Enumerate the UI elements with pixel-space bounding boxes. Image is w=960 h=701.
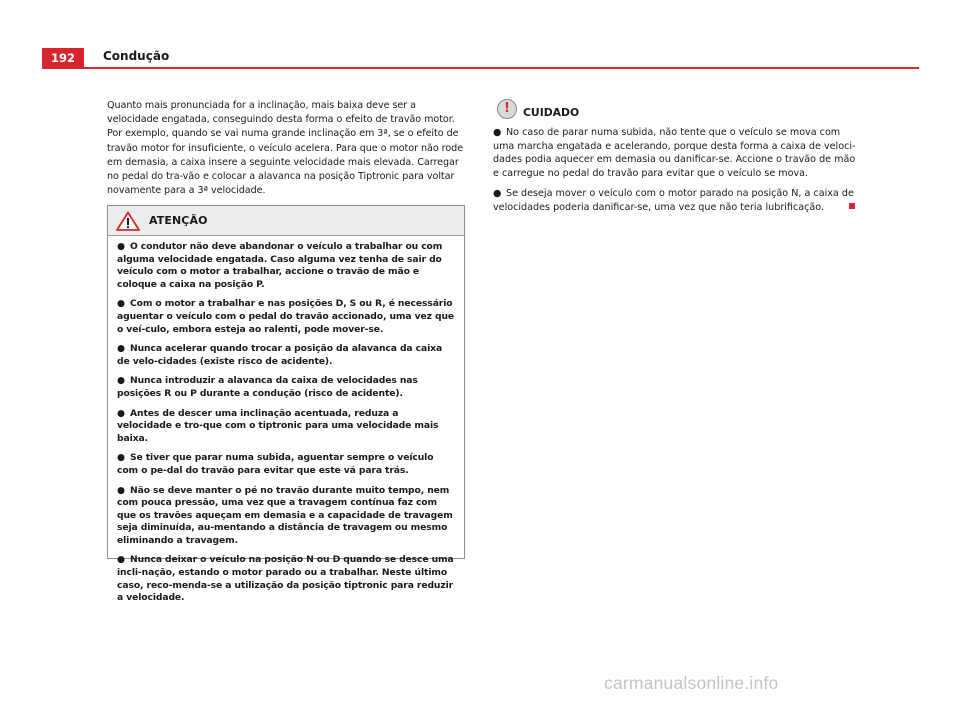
caution-exclamation-icon: ! — [497, 99, 517, 119]
warning-item — [117, 298, 456, 336]
watermark: carmanualsonline.info — [604, 673, 779, 693]
bullet: ● — [117, 241, 125, 252]
caution-item-text: No caso de parar numa subida, não tente que o veículo se mova com uma marcha engatada e acelerando, porque desta forma a caixa de veloci-dades podia aquecer em demasia ou danificar-se. Accione o travão de mão e carregue no pedal do travão para evitar que o veículo se mova. — [493, 127, 856, 179]
warning-item — [117, 241, 456, 291]
caution-item — [493, 126, 857, 180]
warning-item — [117, 554, 456, 604]
bullet: ● — [117, 375, 125, 387]
bullet: ● — [117, 407, 125, 419]
warning-title: ATENÇÃO — [149, 214, 208, 227]
warning-item-text: Não se deve manter o pé no travão durante muito tempo, nem com pouca pressão, uma vez que a travagem contínua faz com que os travões aqueçam em demasia e a capacidade de travagem seja diminuída, au-mentando a distância de travagem ou mesmo eliminando a travagem. — [117, 484, 453, 546]
warning-header — [108, 206, 464, 236]
bullet: ● — [117, 298, 125, 310]
section-end-marker — [849, 203, 855, 209]
header-divider — [42, 67, 919, 69]
section-title: Condução — [103, 49, 170, 63]
warning-item — [117, 343, 456, 368]
warning-item — [117, 375, 456, 400]
warning-item-text: O condutor não deve abandonar o veículo a trabalhar ou com alguma velocidade engatada. Caso alguma vez tenha de sair do veículo com o motor a trabalhar, accione o travão de mão e coloque a caixa na posição P. — [117, 241, 443, 290]
bullet: ● — [117, 554, 125, 566]
bullet: ● — [117, 452, 125, 464]
warning-item-text: Se tiver que parar numa subida, aguentar sempre o veículo com o pe-dal do travão para evitar que este vá para trás. — [117, 452, 434, 476]
warning-item — [117, 485, 456, 548]
bullet: ● — [117, 343, 125, 355]
page-number: 192 — [42, 48, 84, 67]
warning-triangle-icon — [116, 211, 140, 231]
warning-item-text: Nunca acelerar quando trocar a posição da alavanca da caixa de velo-cidades (existe risco de acidente). — [117, 343, 443, 367]
bullet: ● — [493, 188, 502, 200]
bullet: ● — [493, 127, 502, 138]
bullet: ● — [117, 484, 125, 496]
intro-paragraph: Quanto mais pronunciada for a inclinação, mais baixa deve ser a velocidade engatada, conseguindo desta forma o efeito de travão motor. Por exemplo, quando se vai numa grande inclinação em 3ª, se o efeito de travão motor for insuficiente, o veículo acelera. Para que o motor não rode em demasia, a caixa insere a seguinte velocidade mais elevada. Carregar no pedal do tra-vão e colocar a alavanca na posição Tiptronic para voltar novamente para a 3ª velocidade. — [107, 100, 464, 197]
warning-item — [117, 452, 456, 477]
caution-item — [493, 187, 857, 214]
caution-title: CUIDADO — [523, 106, 580, 119]
warning-item-text: Nunca deixar o veículo na posição N ou D quando se desce uma incli-nação, estando o motor parado ou a trabalhar. Neste último caso, reco-menda-se a utilização da posição tiptronic para reduzir a velocidade. — [117, 554, 454, 604]
warning-item — [117, 408, 456, 446]
warning-item-text: Antes de descer uma inclinação acentuada, reduza a velocidade e tro-que com o tiptronic para uma velocidade mais baixa. — [117, 407, 439, 444]
caution-item-text: Se deseja mover o veículo com o motor parado na posição N, a caixa de velocidades poderia danificar-se, uma vez que não teria lubrificação. — [493, 188, 854, 213]
caution-header — [497, 98, 579, 119]
warning-item-text: Com o motor a trabalhar e nas posições D, S ou R, é necessário aguentar o veículo com o pedal do travão accionado, uma vez que o veí-culo, embora esteja ao ralenti, pode mover-se. — [117, 298, 455, 335]
warning-box — [107, 205, 465, 604]
warning-item-text: Nunca introduzir a alavanca da caixa de velocidades nas posições R ou P durante a condução (risco de acidente). — [117, 375, 418, 399]
warning-list — [108, 236, 464, 605]
caution-list — [493, 126, 857, 222]
